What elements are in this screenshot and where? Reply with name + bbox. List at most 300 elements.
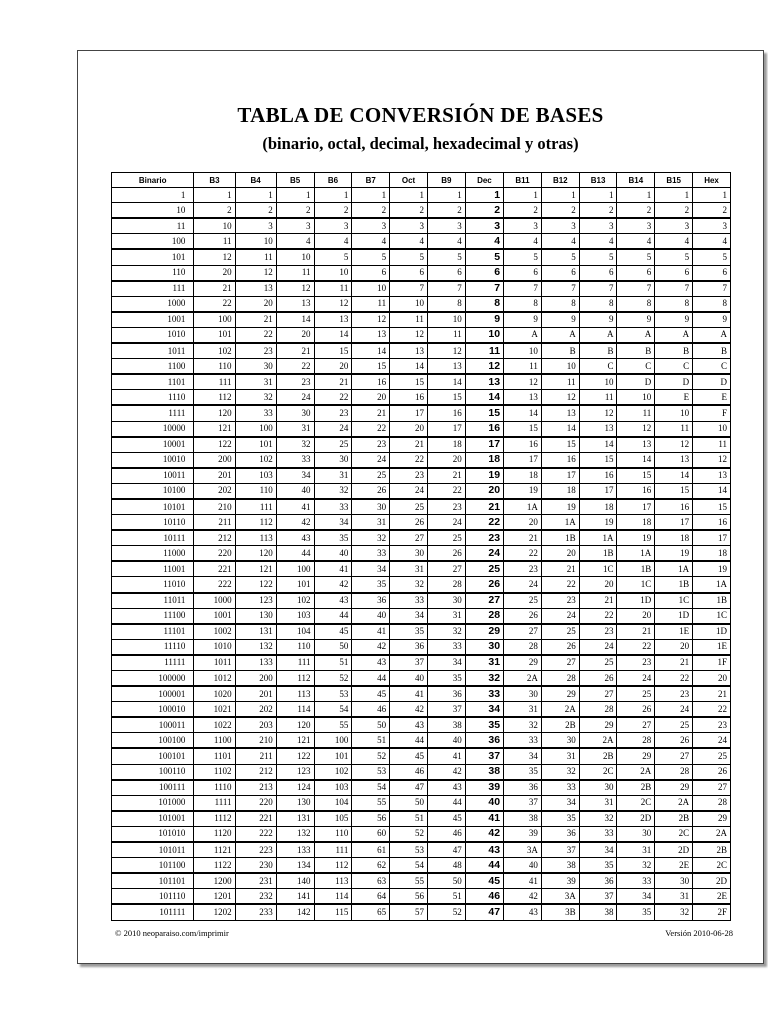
table-cell: B (693, 343, 731, 359)
table-cell: 3 (314, 218, 352, 234)
table-cell: 28 (655, 764, 693, 780)
table-cell: 22 (427, 483, 465, 499)
table-cell: 21 (235, 312, 276, 328)
table-cell: 2C (617, 795, 655, 811)
table-cell: 15 (579, 452, 617, 468)
table-cell: 13 (276, 296, 314, 312)
table-cell: 2 (617, 203, 655, 219)
table-cell: 42 (390, 702, 428, 718)
table-cell: 101100 (112, 858, 194, 874)
table-cell: 101011 (112, 842, 194, 858)
table-cell: 28 (541, 671, 579, 687)
table-row (112, 608, 731, 624)
table-cell: 1 (352, 188, 390, 203)
table-cell: 44 (276, 546, 314, 562)
table-row (112, 437, 731, 453)
table-cell: 20 (504, 515, 542, 531)
table-cell: 20 (235, 296, 276, 312)
table-cell: 51 (314, 655, 352, 671)
table-cell: 47 (427, 842, 465, 858)
table-cell: 44 (352, 671, 390, 687)
table-cell: 30 (352, 499, 390, 515)
table-cell: 36 (427, 686, 465, 702)
table-cell: 1C (693, 608, 731, 624)
table-cell: 14 (314, 327, 352, 343)
table-cell: 1 (465, 188, 503, 203)
table-cell: 10 (194, 218, 235, 234)
table-cell: 1100 (194, 733, 235, 749)
table-cell: 12 (276, 281, 314, 297)
table-row (112, 639, 731, 655)
table-cell: 39 (465, 780, 503, 796)
table-cell: 4 (655, 234, 693, 250)
table-cell: 223 (235, 842, 276, 858)
table-cell: 43 (352, 655, 390, 671)
table-cell: 13 (655, 452, 693, 468)
table-cell: 22 (504, 546, 542, 562)
table-row (112, 780, 731, 796)
table-cell: 24 (352, 452, 390, 468)
table-row (112, 577, 731, 593)
table-cell: 17 (504, 452, 542, 468)
column-header: B11 (504, 173, 542, 188)
table-row (112, 468, 731, 484)
table-cell: 1001 (194, 608, 235, 624)
table-cell: 29 (693, 811, 731, 827)
table-cell: 104 (276, 624, 314, 640)
table-cell: 19 (465, 468, 503, 484)
column-header: B7 (352, 173, 390, 188)
table-cell: 46 (390, 764, 428, 780)
table-cell: 54 (352, 780, 390, 796)
table-cell: 2 (390, 203, 428, 219)
column-header: Dec (465, 173, 503, 188)
table-cell: 34 (352, 561, 390, 577)
table-cell: 2 (465, 203, 503, 219)
table-cell: 6 (352, 265, 390, 281)
table-cell: 44 (465, 858, 503, 874)
table-cell: 1B (541, 530, 579, 546)
table-cell: 101 (194, 327, 235, 343)
table-cell: 202 (194, 483, 235, 499)
table-cell: 22 (465, 515, 503, 531)
table-cell: 32 (617, 858, 655, 874)
table-cell: B (579, 343, 617, 359)
table-cell: 2A (504, 671, 542, 687)
table-cell: 11 (427, 327, 465, 343)
table-cell: 1 (693, 188, 731, 203)
table-cell: 19 (541, 499, 579, 515)
table-cell: 20 (655, 639, 693, 655)
table-cell: 7 (465, 281, 503, 297)
page-title: TABLA DE CONVERSIÓN DE BASES (237, 103, 604, 127)
table-cell: 33 (390, 593, 428, 609)
table-cell: 130 (276, 795, 314, 811)
table-cell: D (693, 374, 731, 390)
table-cell: 2A (617, 764, 655, 780)
table-row (112, 296, 731, 312)
table-cell: 100011 (112, 717, 194, 733)
table-cell: 51 (427, 889, 465, 905)
table-cell: 26 (352, 483, 390, 499)
table-cell: 12 (465, 359, 503, 375)
table-cell: 1 (541, 188, 579, 203)
table-row (112, 265, 731, 281)
table-cell: 24 (541, 608, 579, 624)
table-cell: 15 (352, 359, 390, 375)
table-cell: 202 (235, 702, 276, 718)
table-cell: 1120 (194, 826, 235, 842)
table-cell: 11110 (112, 639, 194, 655)
table-cell: 111 (194, 374, 235, 390)
table-cell: 3 (579, 218, 617, 234)
table-cell: 23 (276, 374, 314, 390)
table-cell: 18 (427, 437, 465, 453)
table-cell: 56 (352, 811, 390, 827)
table-cell: 55 (390, 873, 428, 889)
table-cell: 1 (427, 188, 465, 203)
table-cell: 38 (465, 764, 503, 780)
table-cell: 231 (235, 873, 276, 889)
table-cell: 2 (235, 203, 276, 219)
table-cell: 2E (655, 858, 693, 874)
table-cell: 11 (314, 281, 352, 297)
table-cell: 27 (693, 780, 731, 796)
table-cell: 30 (541, 733, 579, 749)
table-cell: 133 (235, 655, 276, 671)
table-cell: 52 (352, 748, 390, 764)
table-cell: 120 (194, 405, 235, 421)
table-cell: 17 (465, 437, 503, 453)
table-cell: 15 (314, 343, 352, 359)
table-cell: 10 (427, 312, 465, 328)
table-cell: 31 (541, 748, 579, 764)
table-cell: 2C (655, 826, 693, 842)
table-cell: 24 (276, 390, 314, 406)
table-cell: 18 (465, 452, 503, 468)
table-cell: 111 (276, 655, 314, 671)
table-cell: C (579, 359, 617, 375)
table-cell: 27 (504, 624, 542, 640)
table-cell: 54 (314, 702, 352, 718)
table-cell: 63 (352, 873, 390, 889)
table-cell: 4 (617, 234, 655, 250)
table-cell: 3 (617, 218, 655, 234)
table-cell: 12 (427, 343, 465, 359)
table-cell: 21 (427, 468, 465, 484)
table-row (112, 281, 731, 297)
table-cell: 39 (541, 873, 579, 889)
table-cell: 2A (655, 795, 693, 811)
table-cell: 24 (465, 546, 503, 562)
table-cell: 130 (235, 608, 276, 624)
table-cell: 29 (655, 780, 693, 796)
column-header: B12 (541, 173, 579, 188)
table-cell: 32 (390, 577, 428, 593)
table-cell: 1022 (194, 717, 235, 733)
table-cell: 51 (390, 811, 428, 827)
table-cell: 17 (617, 499, 655, 515)
table-cell: 26 (465, 577, 503, 593)
table-cell: 2E (693, 889, 731, 905)
table-cell: 11 (352, 296, 390, 312)
table-cell: 21 (655, 655, 693, 671)
table-cell: 101000 (112, 795, 194, 811)
table-cell: 33 (314, 499, 352, 515)
table-cell: 9 (504, 312, 542, 328)
table-cell: 27 (541, 655, 579, 671)
table-cell: 37 (427, 702, 465, 718)
table-cell: 9 (655, 312, 693, 328)
table-cell: 1E (693, 639, 731, 655)
table-cell: 1 (235, 188, 276, 203)
table-cell: 42 (504, 889, 542, 905)
table-cell: 41 (504, 873, 542, 889)
printable-sheet (77, 50, 764, 964)
table-cell: 2A (693, 826, 731, 842)
table-cell: 3 (541, 218, 579, 234)
table-row (112, 405, 731, 421)
table-cell: 23 (579, 624, 617, 640)
table-cell: 26 (541, 639, 579, 655)
table-cell: 13 (541, 405, 579, 421)
table-cell: 22 (541, 577, 579, 593)
table-cell: 5 (655, 249, 693, 265)
table-cell: 8 (427, 296, 465, 312)
table-cell: 22 (617, 639, 655, 655)
table-cell: 23 (427, 499, 465, 515)
table-cell: 20 (390, 421, 428, 437)
table-cell: A (655, 327, 693, 343)
table-cell: 31 (390, 561, 428, 577)
table-row (112, 374, 731, 390)
table-cell: 3 (390, 218, 428, 234)
table-cell: 34 (276, 468, 314, 484)
table-cell: 52 (314, 671, 352, 687)
table-cell: 13 (352, 327, 390, 343)
table-row (112, 499, 731, 515)
table-cell: 32 (427, 624, 465, 640)
table-cell: 7 (541, 281, 579, 297)
column-header: B4 (235, 173, 276, 188)
table-cell: 25 (352, 468, 390, 484)
table-cell: B (541, 343, 579, 359)
table-cell: 35 (427, 671, 465, 687)
table-cell: 14 (693, 483, 731, 499)
table-cell: 54 (390, 858, 428, 874)
table-cell: 10 (465, 327, 503, 343)
table-cell: 10 (541, 359, 579, 375)
table-cell: 61 (352, 842, 390, 858)
table-cell: 42 (427, 764, 465, 780)
table-cell: 43 (390, 717, 428, 733)
table-cell: 12 (693, 452, 731, 468)
table-row (112, 188, 731, 203)
table-cell: 44 (427, 795, 465, 811)
table-cell: 12 (541, 390, 579, 406)
table-cell: 24 (314, 421, 352, 437)
table-cell: 26 (427, 546, 465, 562)
table-cell: 9 (617, 312, 655, 328)
table-cell: 3 (655, 218, 693, 234)
table-cell: 16 (427, 405, 465, 421)
table-body (112, 188, 731, 920)
table-cell: 103 (276, 608, 314, 624)
table-cell: 24 (693, 733, 731, 749)
table-cell: 11 (655, 421, 693, 437)
table-cell: 11 (390, 312, 428, 328)
table-cell: 1B (579, 546, 617, 562)
table-cell: 23 (693, 717, 731, 733)
table-cell: 16 (655, 499, 693, 515)
table-cell: 16 (579, 468, 617, 484)
table-cell: 120 (276, 717, 314, 733)
table-cell: 100100 (112, 733, 194, 749)
table-cell: 19 (504, 483, 542, 499)
table-cell: 232 (235, 889, 276, 905)
table-cell: 1C (617, 577, 655, 593)
table-row (112, 842, 731, 858)
conversion-table (111, 172, 731, 921)
table-cell: 1D (655, 608, 693, 624)
table-cell: 1B (617, 561, 655, 577)
table-cell: 30 (655, 873, 693, 889)
table-row (112, 421, 731, 437)
table-cell: A (693, 327, 731, 343)
table-cell: 33 (276, 452, 314, 468)
table-cell: 38 (541, 858, 579, 874)
table-cell: 31 (276, 421, 314, 437)
table-cell: A (541, 327, 579, 343)
table-cell: 17 (390, 405, 428, 421)
table-cell: 25 (693, 748, 731, 764)
table-cell: 34 (579, 842, 617, 858)
table-cell: 36 (465, 733, 503, 749)
table-cell: 13 (465, 374, 503, 390)
table-cell: 34 (390, 608, 428, 624)
table-cell: 11 (465, 343, 503, 359)
table-cell: 11001 (112, 561, 194, 577)
table-cell: 22 (693, 702, 731, 718)
table-cell: 221 (194, 561, 235, 577)
table-cell: 1D (693, 624, 731, 640)
table-cell: 1B (693, 593, 731, 609)
table-cell: 210 (235, 733, 276, 749)
table-cell: 16 (504, 437, 542, 453)
table-cell: 1010 (194, 639, 235, 655)
table-cell: 42 (314, 577, 352, 593)
table-cell: 35 (541, 811, 579, 827)
table-cell: 100 (314, 733, 352, 749)
table-cell: 33 (352, 546, 390, 562)
table-cell: 201 (235, 686, 276, 702)
table-cell: 7 (579, 281, 617, 297)
table-cell: 30 (390, 546, 428, 562)
table-cell: C (693, 359, 731, 375)
table-cell: 16 (693, 515, 731, 531)
table-cell: 44 (314, 608, 352, 624)
table-cell: 1002 (194, 624, 235, 640)
table-cell: 100 (194, 312, 235, 328)
table-cell: 110 (276, 639, 314, 655)
table-row (112, 530, 731, 546)
column-header: Binario (112, 173, 194, 188)
table-cell: 112 (235, 515, 276, 531)
table-cell: 34 (617, 889, 655, 905)
column-header: Oct (390, 173, 428, 188)
table-row (112, 343, 731, 359)
table-cell: 20 (693, 671, 731, 687)
table-cell: 14 (541, 421, 579, 437)
table-cell: 31 (579, 795, 617, 811)
table-cell: 17 (655, 515, 693, 531)
table-cell: 22 (276, 359, 314, 375)
table-cell: 41 (352, 624, 390, 640)
table-cell: 122 (194, 437, 235, 453)
table-cell: 50 (314, 639, 352, 655)
table-cell: 20 (465, 483, 503, 499)
table-cell: 23 (390, 468, 428, 484)
table-cell: 19 (579, 515, 617, 531)
table-cell: 30 (617, 826, 655, 842)
table-cell: 52 (390, 826, 428, 842)
column-header: Hex (693, 173, 731, 188)
table-cell: 16 (465, 421, 503, 437)
table-cell: 21 (579, 593, 617, 609)
table-cell: 33 (504, 733, 542, 749)
table-cell: 15 (655, 483, 693, 499)
table-cell: 101001 (112, 811, 194, 827)
table-cell: 1 (194, 188, 235, 203)
table-cell: 37 (541, 842, 579, 858)
table-cell: 200 (194, 452, 235, 468)
table-cell: 62 (352, 858, 390, 874)
table-cell: 31 (465, 655, 503, 671)
table-cell: 18 (579, 499, 617, 515)
table-cell: 1000 (194, 593, 235, 609)
table-cell: 14 (579, 437, 617, 453)
table-cell: 3 (693, 218, 731, 234)
table-cell: 28 (427, 577, 465, 593)
table-row (112, 561, 731, 577)
table-row (112, 889, 731, 905)
table-cell: 1110 (112, 390, 194, 406)
table-cell: 100001 (112, 686, 194, 702)
table-row (112, 390, 731, 406)
table-cell: 30 (427, 593, 465, 609)
table-cell: 31 (314, 468, 352, 484)
table-cell: 1A (579, 530, 617, 546)
table-cell: 1100 (112, 359, 194, 375)
table-cell: 33 (427, 639, 465, 655)
table-cell: 50 (427, 873, 465, 889)
table-cell: 23 (541, 593, 579, 609)
table-cell: 40 (504, 858, 542, 874)
table-cell: 131 (276, 811, 314, 827)
table-cell: 25 (541, 624, 579, 640)
table-cell: 30 (235, 359, 276, 375)
table-cell: 2 (427, 203, 465, 219)
table-cell: 33 (235, 405, 276, 421)
table-cell: A (617, 327, 655, 343)
table-cell: 24 (617, 671, 655, 687)
table-cell: 40 (352, 608, 390, 624)
table-cell: 32 (655, 904, 693, 920)
table-cell: 45 (314, 624, 352, 640)
table-cell: 121 (235, 561, 276, 577)
table-cell: 103 (235, 468, 276, 484)
table-cell: 15 (693, 499, 731, 515)
